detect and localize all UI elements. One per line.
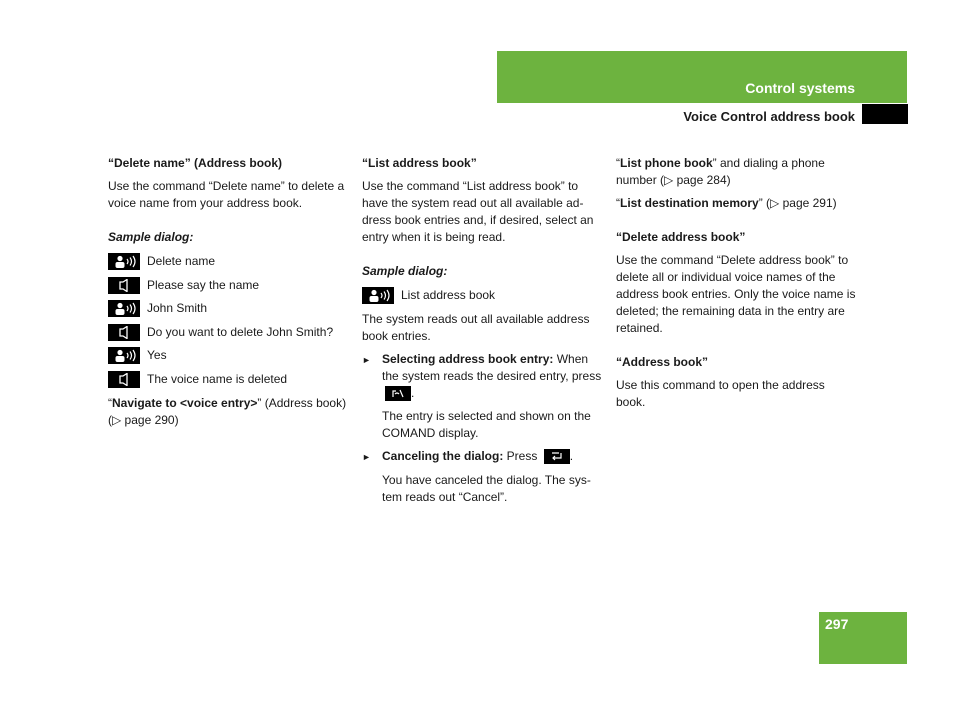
dialog-text: The voice name is deleted bbox=[147, 371, 288, 386]
delete-name-intro: Use the command “Delete name” to delete a voice name from your address book. bbox=[108, 179, 345, 210]
voice-user-icon bbox=[108, 347, 140, 364]
list-destination-memory: “List destination memory” (▷ page 291) bbox=[616, 196, 837, 210]
talk-button-icon bbox=[385, 386, 411, 401]
delete-address-text: Use the command “Delete address book” to delete all or individual voice names of the address book entries. Only the voice name is deleted; the remaining data in the entry are retained. bbox=[616, 253, 856, 335]
voice-user-icon bbox=[362, 287, 394, 304]
dialog-line bbox=[108, 300, 348, 317]
heading-delete-address-book: “Delete address book” bbox=[616, 230, 746, 244]
dialog-text: Please say the name bbox=[147, 277, 260, 292]
speaker-icon bbox=[108, 324, 140, 341]
heading-list-address-book: “List address book” bbox=[362, 156, 477, 170]
column-3 bbox=[616, 155, 856, 417]
speaker-icon bbox=[108, 277, 140, 294]
heading-address-book: “Address book” bbox=[616, 355, 709, 369]
dialog-line bbox=[108, 371, 348, 388]
black-tab bbox=[862, 104, 908, 124]
subsection-title: Voice Control address book bbox=[683, 109, 855, 124]
dialog-text: Yes bbox=[147, 348, 167, 363]
dialog-text: List address book bbox=[401, 288, 496, 302]
sample-dialog-label: Sample dialog: bbox=[362, 264, 448, 278]
heading-delete-name: “Delete name” (Address book) bbox=[108, 156, 283, 170]
dialog-text: John Smith bbox=[147, 301, 208, 316]
dialog-line bbox=[108, 253, 348, 270]
dialog-text: Delete name bbox=[147, 254, 216, 268]
bullet-arrow-icon: ► bbox=[362, 354, 371, 365]
dialog-line bbox=[108, 324, 348, 341]
list-phone-book: “List phone book” and dialing a phone number (▷ page 284) bbox=[616, 156, 825, 187]
bullet-selecting-result: The entry is selected and shown on the COMAND display. bbox=[382, 408, 591, 440]
dialog-list bbox=[108, 253, 348, 388]
sample-dialog-label: Sample dialog: bbox=[108, 230, 194, 244]
column-2 bbox=[362, 155, 602, 512]
navigate-link: “Navigate to <voice entry>” (Address book) (▷ page 290) bbox=[108, 395, 347, 427]
voice-user-icon bbox=[108, 253, 140, 270]
bullet-selecting-text: Selecting address book entry: When the system reads the desired entry, press . bbox=[382, 351, 602, 400]
dialog-text: Do you want to delete John Smith? bbox=[147, 324, 334, 339]
bullet-selecting bbox=[362, 351, 602, 402]
system-reads-text: The system reads out all available address book entries. bbox=[362, 311, 590, 343]
bullet-canceling-result: You have canceled the dialog. The sys-tem reads out “Cancel”. bbox=[382, 472, 591, 504]
dialog-line bbox=[108, 347, 348, 364]
dialog-line bbox=[108, 277, 348, 294]
page-number: 297 bbox=[819, 612, 907, 664]
voice-user-icon bbox=[108, 300, 140, 317]
bullet-canceling bbox=[362, 448, 602, 466]
speaker-icon bbox=[108, 371, 140, 388]
bullet-arrow-icon: ► bbox=[362, 451, 371, 462]
bullet-canceling-text: Canceling the dialog: Press . bbox=[382, 448, 574, 463]
dialog-line bbox=[362, 287, 602, 304]
section-title: Control systems bbox=[745, 80, 855, 96]
list-address-intro: Use the command “List address book” to have the system read out all available ad-dress book entries and, if desired, select an entry when it is being read. bbox=[362, 179, 594, 244]
back-button-icon bbox=[544, 449, 570, 464]
address-book-text: Use this command to open the address book. bbox=[616, 378, 825, 409]
column-1 bbox=[108, 155, 348, 435]
